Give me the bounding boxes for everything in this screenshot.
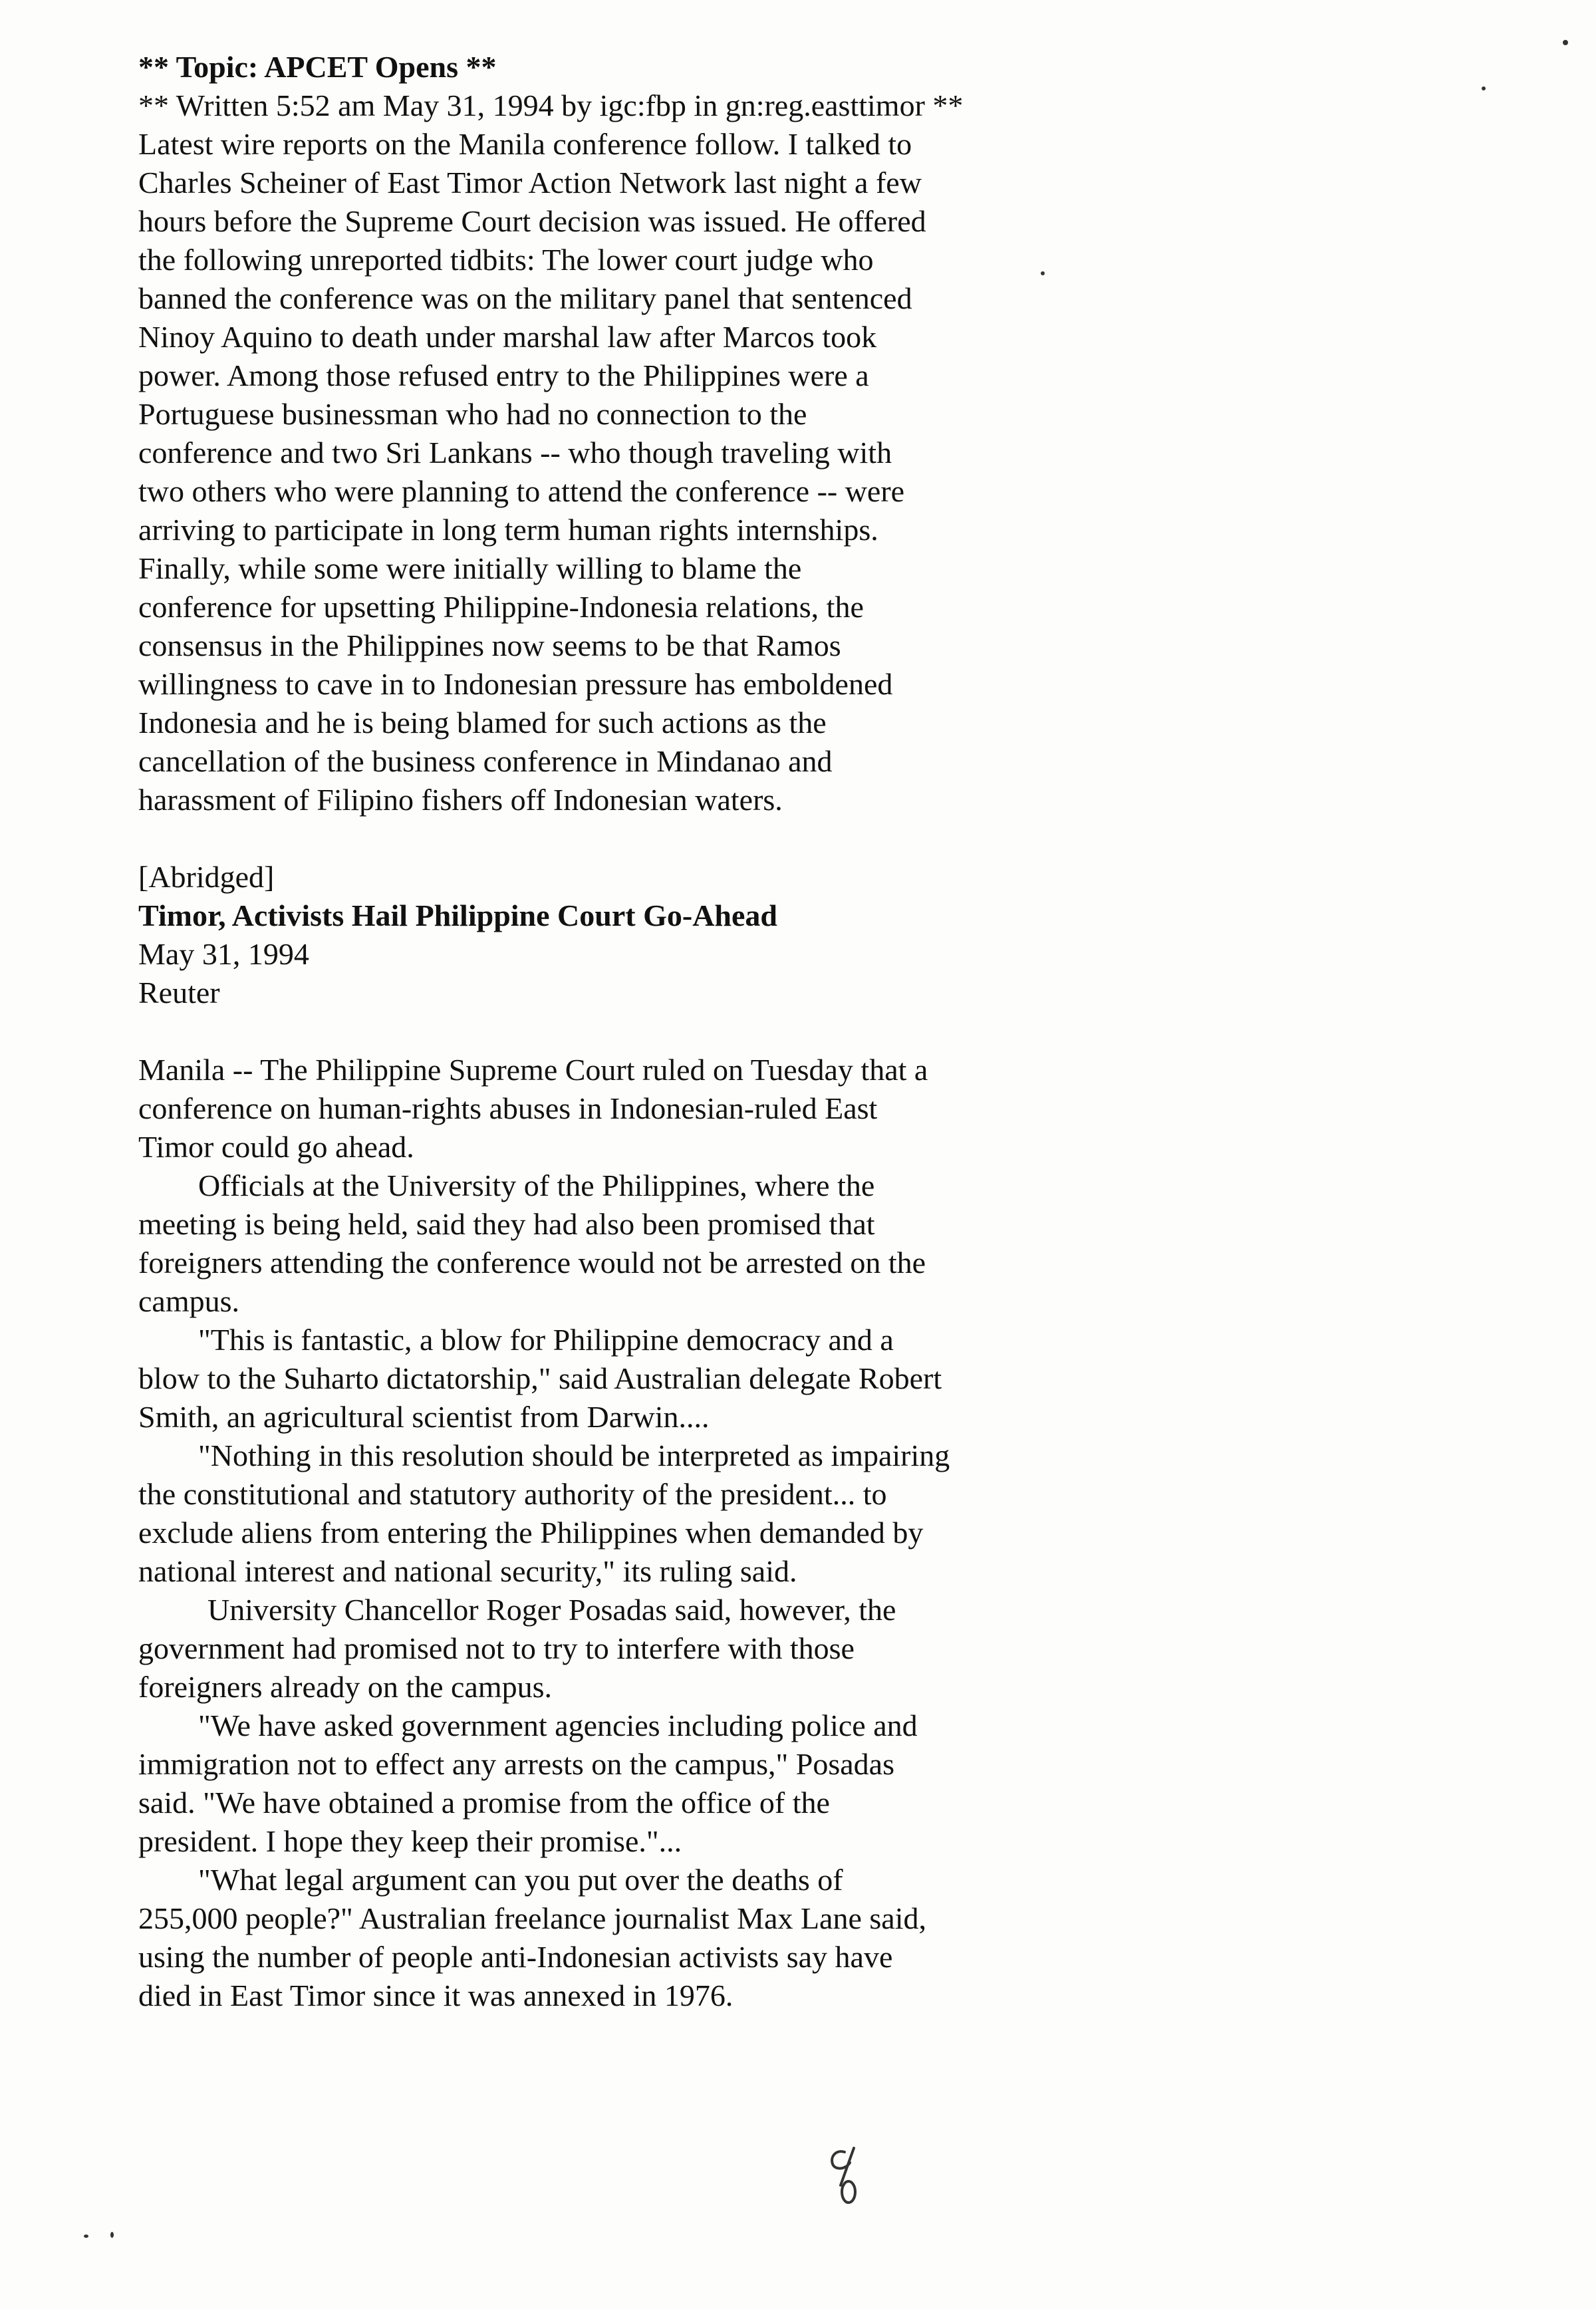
body-line: "Nothing in this resolution should be interpreted as impairing [198,1438,950,1472]
body-line: using the number of people anti-Indonesian activists say have [138,1940,893,1974]
scan-speck [84,2235,88,2238]
topic-heading: ** Topic: APCET Opens ** [138,50,497,84]
intro-line: Indonesia and he is being blamed for such actions as the [138,706,827,740]
body-line: "What legal argument can you put over the deaths of [198,1863,843,1897]
abridged-note: [Abridged] [138,860,275,894]
intro-line: cancellation of the business conference in Mindanao and [138,744,833,778]
article-headline: Timor, Activists Hail Philippine Court Go-Ahead [138,898,777,932]
body-line: Manila -- The Philippine Supreme Court ruled on Tuesday that a [138,1053,928,1087]
body-line: government had promised not to try to interfere with those [138,1631,855,1665]
intro-line: Ninoy Aquino to death under marshal law after Marcos took [138,320,877,354]
written-byline: ** Written 5:52 am May 31, 1994 by igc:fbp in gn:reg.easttimor ** [138,88,964,122]
body-line: conference on human-rights abuses in Indonesian-ruled East [138,1091,878,1125]
body-line: "This is fantastic, a blow for Philippine democracy and a [198,1323,894,1357]
body-line: Officials at the University of the Philippines, where the [198,1168,875,1202]
intro-line: the following unreported tidbits: The lower court judge who [138,243,874,277]
handwritten-page-number [825,2147,864,2207]
intro-line: willingness to cave in to Indonesian pressure has emboldened [138,667,893,701]
intro-line: hours before the Supreme Court decision was issued. He offered [138,204,926,238]
scan-speck [1041,271,1045,275]
article-source: Reuter [138,976,220,1010]
body-line: University Chancellor Roger Posadas said, however, the [207,1593,896,1627]
intro-line: conference and two Sri Lankans -- who though traveling with [138,436,892,470]
intro-line: Charles Scheiner of East Timor Action Network last night a few [138,166,922,200]
scan-speck [110,2232,114,2238]
article-date: May 31, 1994 [138,937,309,971]
body-line: meeting is being held, said they had also been promised that [138,1207,875,1241]
intro-line: consensus in the Philippines now seems to be that Ramos [138,628,841,662]
intro-line: Latest wire reports on the Manila conference follow. I talked to [138,127,912,161]
document-page [138,48,1136,2015]
body-line: foreigners already on the campus. [138,1670,553,1704]
intro-paragraph [138,125,1136,819]
body-line: the constitutional and statutory authority of the president... to [138,1477,887,1511]
body-line: died in East Timor since it was annexed in 1976. [138,1978,733,2012]
body-line: president. I hope they keep their promise."... [138,1824,682,1858]
body-line: immigration not to effect any arrests on the campus," Posadas [138,1747,894,1781]
body-line: exclude aliens from entering the Philippines when demanded by [138,1516,924,1550]
intro-line: conference for upsetting Philippine-Indonesia relations, the [138,590,864,624]
body-line: national interest and national security," its ruling said. [138,1554,797,1588]
intro-line: arriving to participate in long term human rights internships. [138,513,878,547]
body-line: campus. [138,1284,240,1318]
intro-line: banned the conference was on the military panel that sentenced [138,281,912,315]
intro-line: harassment of Filipino fishers off Indonesian waters. [138,783,783,817]
intro-line: power. Among those refused entry to the Philippines were a [138,358,869,392]
intro-line: Portuguese businessman who had no connection to the [138,397,807,431]
body-line: Timor could go ahead. [138,1130,414,1164]
intro-line: two others who were planning to attend the conference -- were [138,474,905,508]
intro-line: Finally, while some were initially willing to blame the [138,551,802,585]
paragraph-gap [138,1012,1136,1051]
body-line: foreigners attending the conference would not be arrested on the [138,1246,926,1280]
body-line: said. "We have obtained a promise from the office of the [138,1786,830,1820]
scan-speck [1563,40,1568,45]
body-line: blow to the Suharto dictatorship," said Australian delegate Robert [138,1361,942,1395]
body-line: 255,000 people?" Australian freelance journalist Max Lane said, [138,1901,926,1935]
article-body [138,1051,1136,2015]
paragraph-gap [138,819,1136,858]
scan-speck [1482,86,1486,90]
body-line: "We have asked government agencies including police and [198,1708,918,1742]
body-line: Smith, an agricultural scientist from Darwin.... [138,1400,710,1434]
